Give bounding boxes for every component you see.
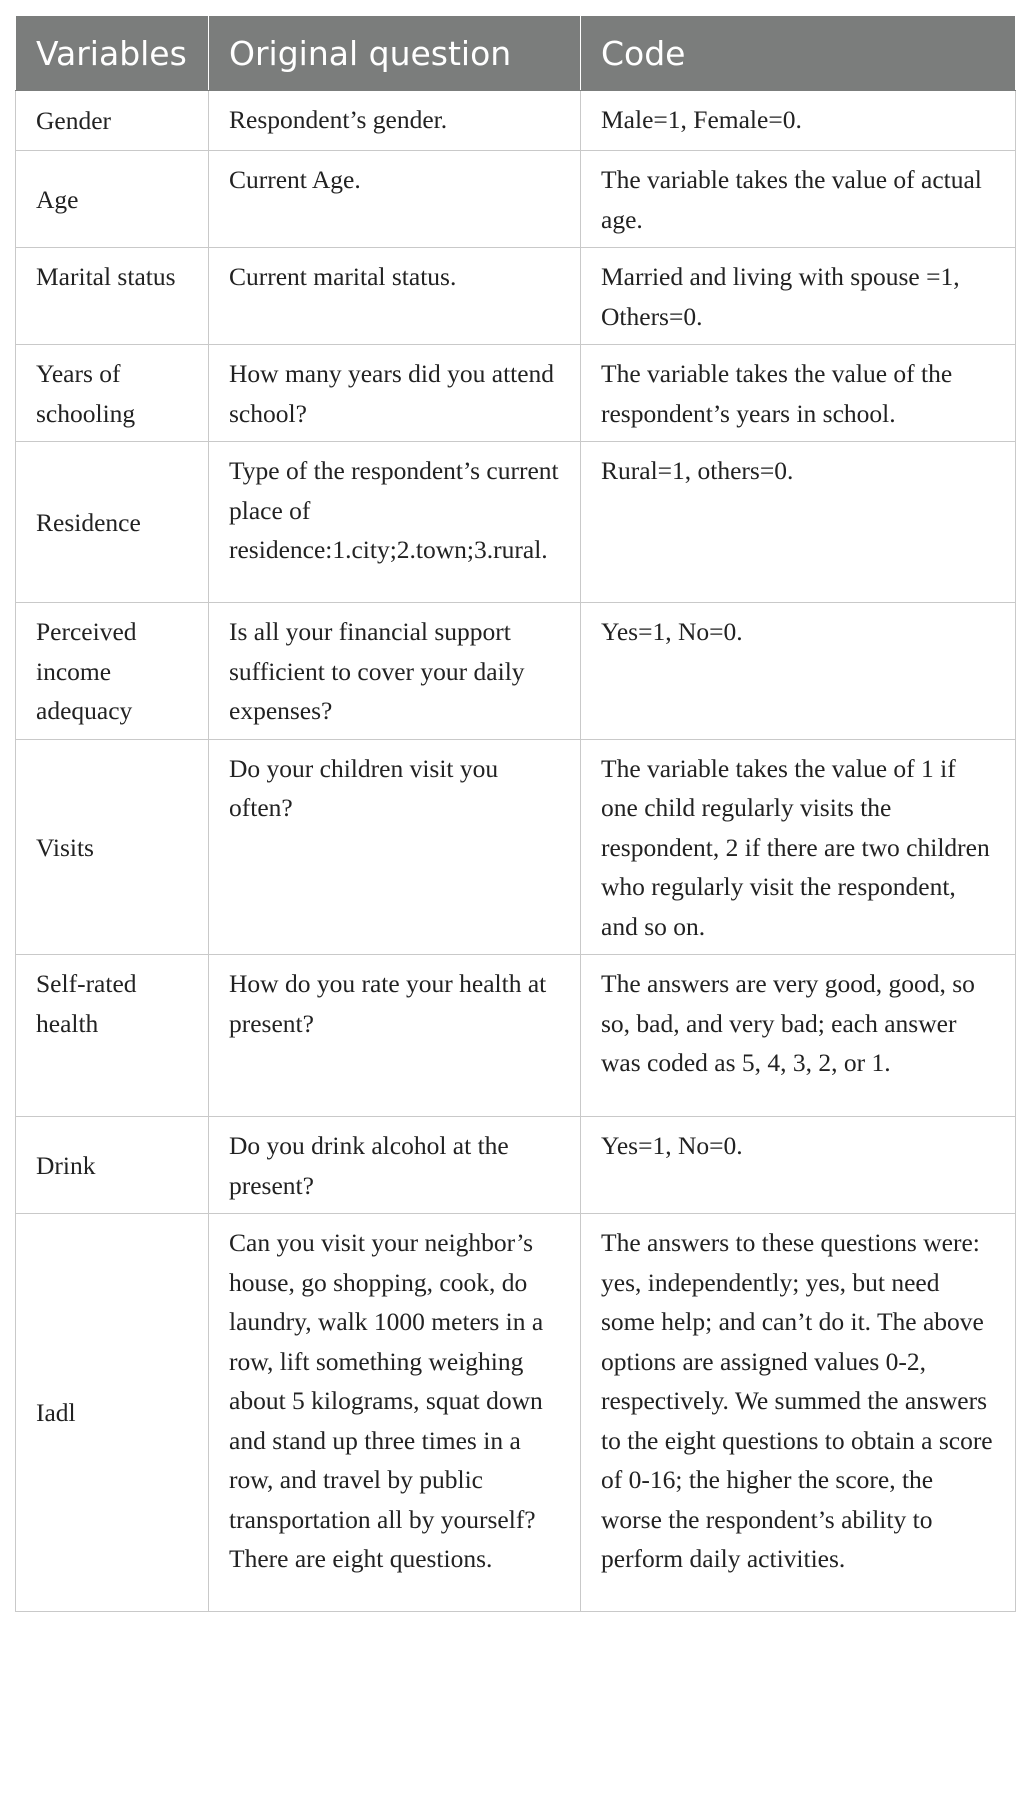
question-cell: Respondent’s gender.	[209, 91, 581, 151]
table-row	[16, 345, 1016, 442]
code-cell: Married and living with spouse =1, Others=0.	[581, 248, 1016, 345]
table-header	[16, 16, 1016, 91]
question-cell: Do your children visit you often?	[209, 739, 581, 955]
variable-cell: Residence	[16, 442, 209, 603]
code-cell: The answers are very good, good, so so, bad, and very bad; each answer was coded as 5, 4, 3, 2, or 1.	[581, 955, 1016, 1117]
code-cell: The answers to these questions were: yes, independently; yes, but need some help; and can’t do it. The above options are assigned values 0-2, respectively. We summed the answers to the eight questions to obtain a score of 0-16; the higher the score, the worse the respondent’s ability to perform daily activities.	[581, 1214, 1016, 1612]
variable-cell: Years of schooling	[16, 345, 209, 442]
code-cell: Rural=1, others=0.	[581, 442, 1016, 603]
question-cell: Can you visit your neighbor’s house, go shopping, cook, do laundry, walk 1000 meters in a row, lift something weighing about 5 kilograms, squat down and stand up three times in a row, and travel by public transportation all by yourself? There are eight questions.	[209, 1214, 581, 1612]
code-cell: The variable takes the value of 1 if one child regularly visits the respondent, 2 if there are two children who regularly visit the respondent, and so on.	[581, 739, 1016, 955]
variable-cell: Visits	[16, 739, 209, 955]
variables-table-container	[15, 15, 1015, 1612]
table-row	[16, 248, 1016, 345]
table-row	[16, 442, 1016, 603]
code-cell: Yes=1, No=0.	[581, 1117, 1016, 1214]
header-code: Code	[581, 16, 1016, 91]
table-body	[16, 91, 1016, 1612]
variable-cell: Gender	[16, 91, 209, 151]
question-cell: Type of the respondent’s current place of residence:1.city;2.town;3.rural.	[209, 442, 581, 603]
variable-cell: Drink	[16, 1117, 209, 1214]
table-row	[16, 1214, 1016, 1612]
variables-table	[15, 15, 1016, 1612]
code-cell: The variable takes the value of actual age.	[581, 151, 1016, 248]
variable-cell: Perceived income adequacy	[16, 603, 209, 740]
variable-cell: Self-rated health	[16, 955, 209, 1117]
table-row	[16, 91, 1016, 151]
question-cell: Current marital status.	[209, 248, 581, 345]
table-row	[16, 739, 1016, 955]
question-cell: Do you drink alcohol at the present?	[209, 1117, 581, 1214]
question-cell: How many years did you attend school?	[209, 345, 581, 442]
code-cell: Male=1, Female=0.	[581, 91, 1016, 151]
variable-cell: Iadl	[16, 1214, 209, 1612]
variable-cell: Age	[16, 151, 209, 248]
table-row	[16, 1117, 1016, 1214]
question-cell: How do you rate your health at present?	[209, 955, 581, 1117]
code-cell: The variable takes the value of the respondent’s years in school.	[581, 345, 1016, 442]
header-variables: Variables	[16, 16, 209, 91]
table-row	[16, 603, 1016, 740]
table-row	[16, 955, 1016, 1117]
variable-cell: Marital status	[16, 248, 209, 345]
table-row	[16, 151, 1016, 248]
header-original-question: Original question	[209, 16, 581, 91]
question-cell: Is all your financial support sufficient to cover your daily expenses?	[209, 603, 581, 740]
code-cell: Yes=1, No=0.	[581, 603, 1016, 740]
question-cell: Current Age.	[209, 151, 581, 248]
header-row	[16, 16, 1016, 91]
